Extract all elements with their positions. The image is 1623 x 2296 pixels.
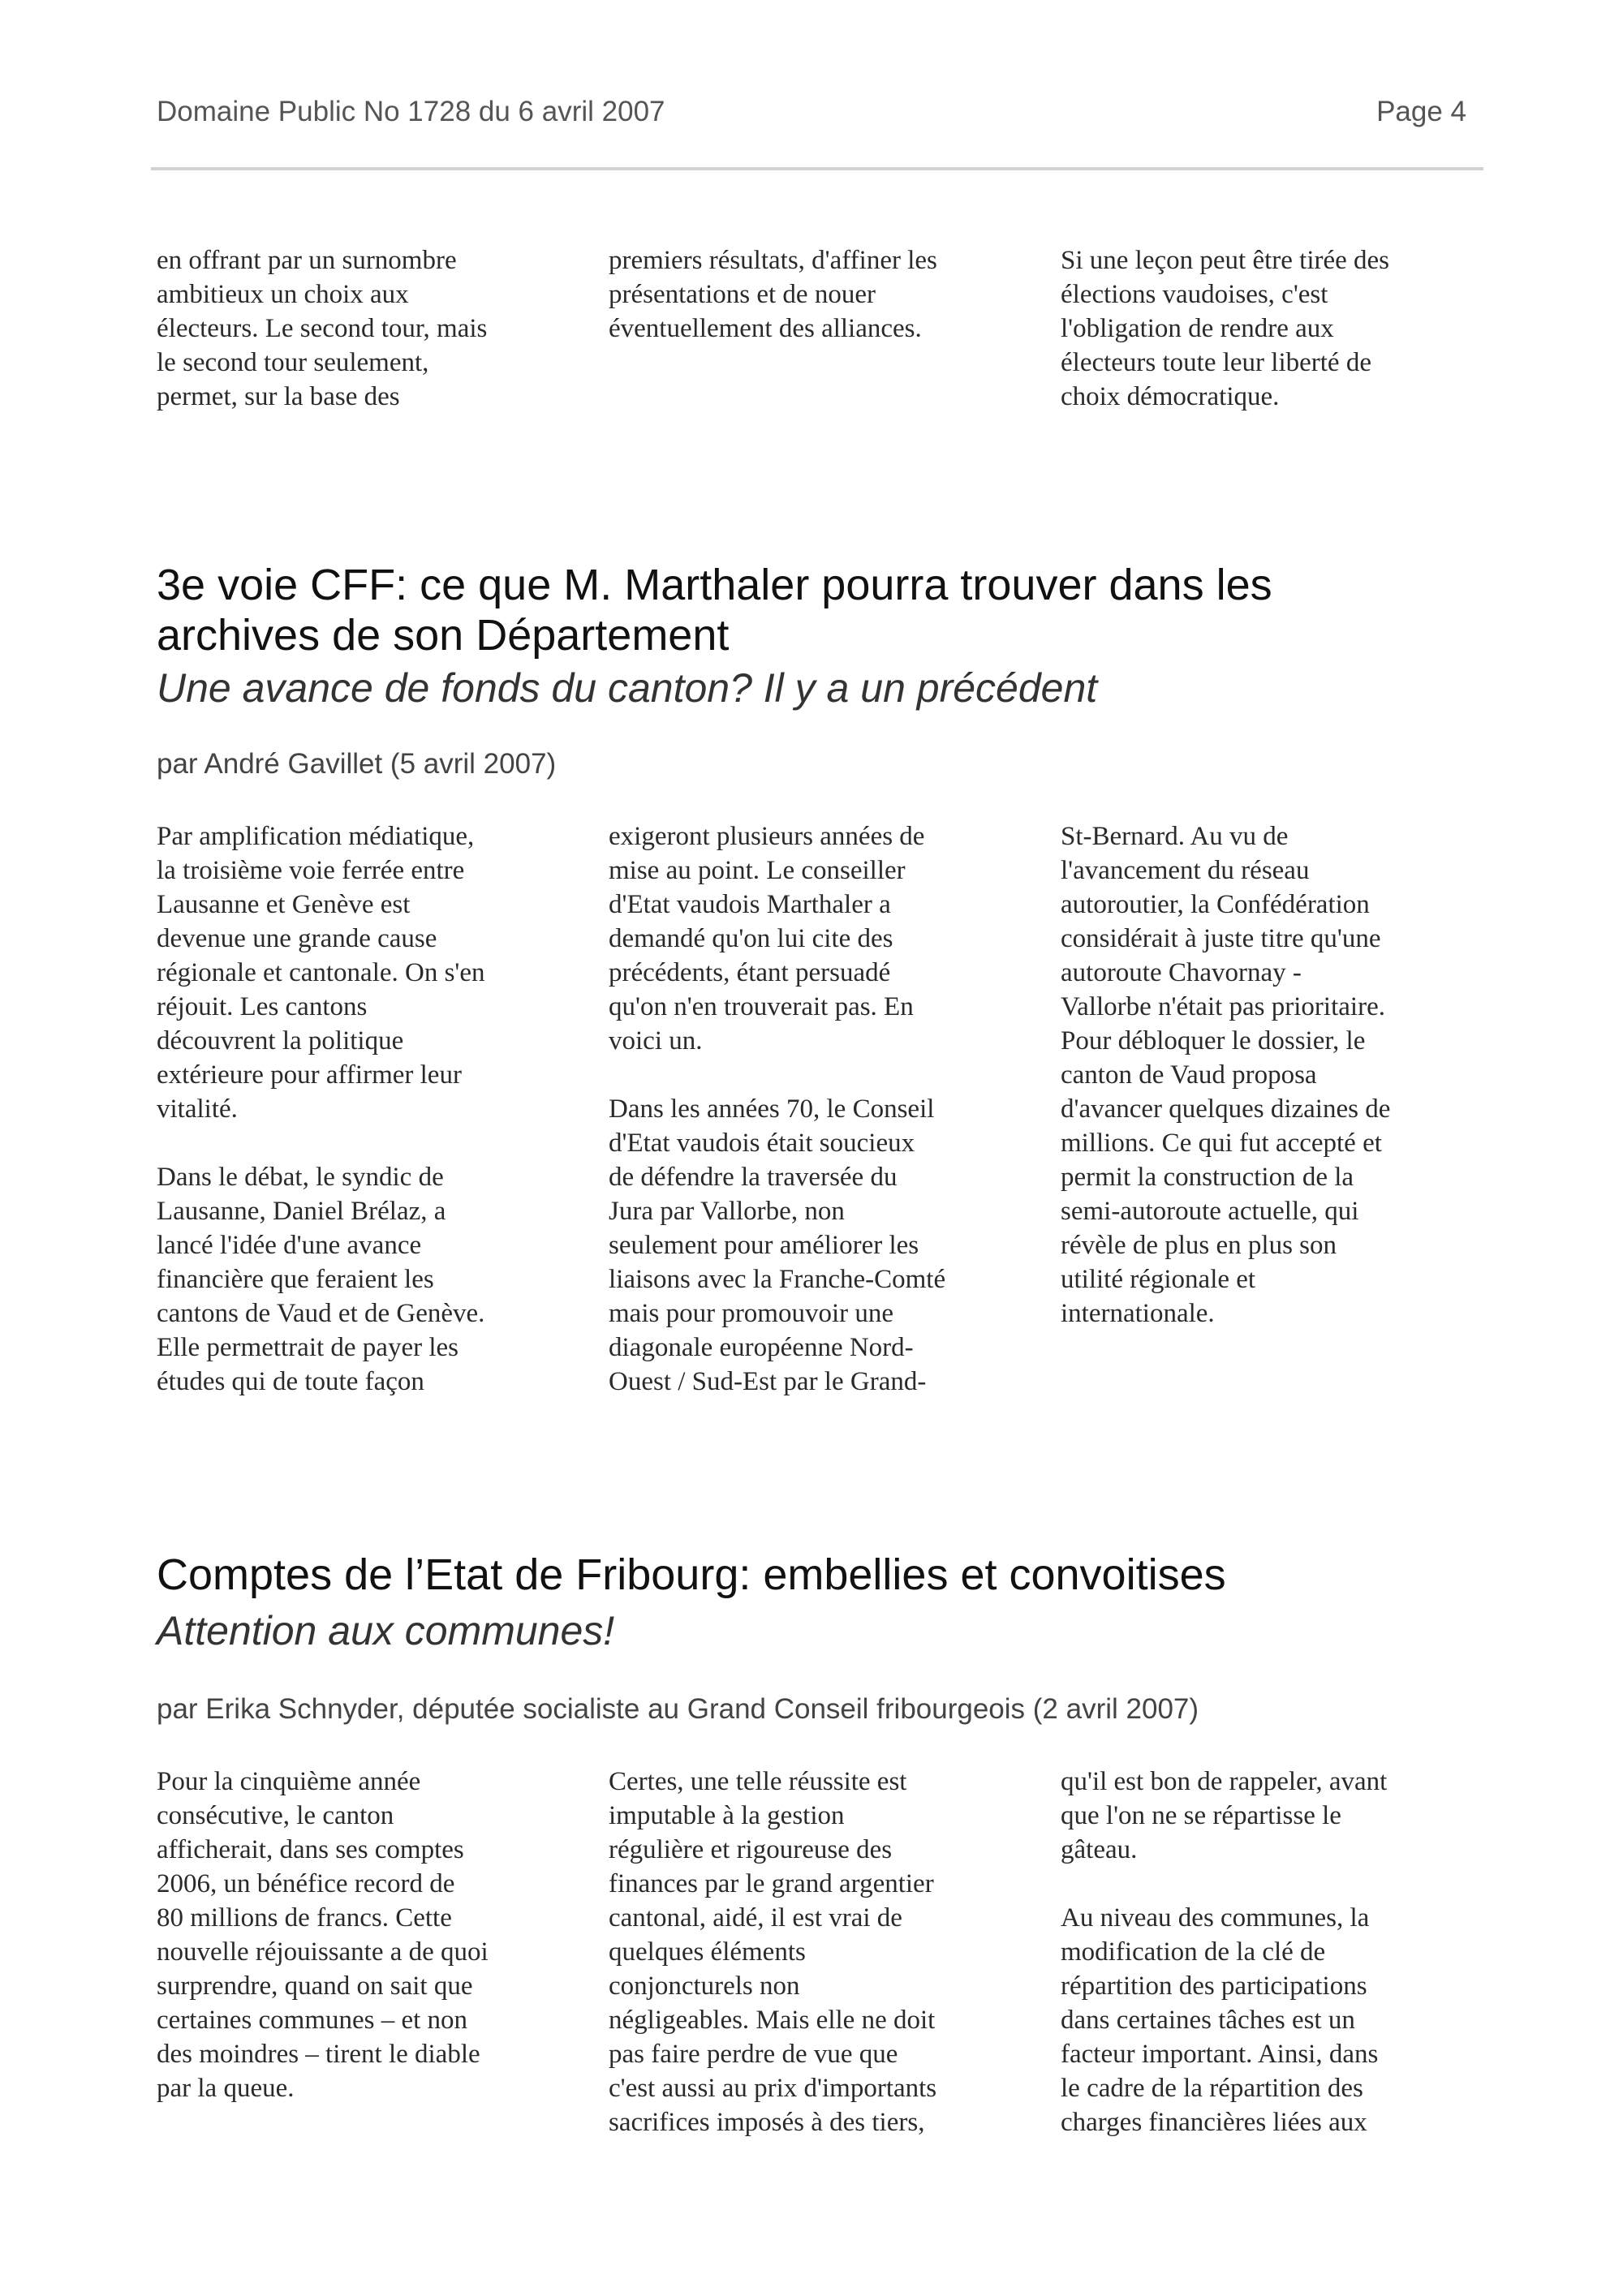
text-column (1061, 819, 1483, 1331)
paragraph (1061, 819, 1483, 1331)
text-column (609, 819, 1031, 1399)
text-line: financière que feraient les (157, 1265, 434, 1294)
text-line: négligeables. Mais elle ne doit (609, 2006, 936, 2035)
text-line: autoroutier, la Confédération (1061, 890, 1370, 919)
text-line: qu'il est bon de rappeler, avant (1061, 1767, 1388, 1796)
article-1-subtitle: Une avance de fonds du canton? Il y a un précédent (157, 665, 1098, 711)
text-line: permit la construction de la (1061, 1163, 1354, 1192)
text-line: études qui de toute façon (157, 1367, 424, 1396)
text-line: ambitieux un choix aux (157, 280, 409, 309)
text-line: pas faire perdre de vue que (609, 2040, 898, 2069)
text-line: consécutive, le canton (157, 1801, 394, 1830)
text-line: canton de Vaud proposa (1061, 1060, 1317, 1090)
text-line: régionale et cantonale. On s'en (157, 958, 485, 987)
paragraph (157, 819, 579, 1126)
text-line: d'Etat vaudois était soucieux (609, 1129, 915, 1158)
text-line: cantonal, aidé, il est vrai de (609, 1903, 902, 1933)
text-line: finances par le grand argentier (609, 1869, 934, 1898)
title-line: Comptes de l’Etat de Fribourg: embellies et convoitises (157, 1550, 1226, 1599)
text-line: internationale. (1061, 1299, 1215, 1328)
text-line: le cadre de la répartition des (1061, 2074, 1363, 2103)
paragraph (1061, 1901, 1483, 2139)
text-line: Si une leçon peut être tirée des (1061, 246, 1390, 275)
text-line: St-Bernard. Au vu de (1061, 822, 1289, 851)
text-line: demandé qu'on lui cite des (609, 924, 893, 953)
article-2-byline: par Erika Schnyder, députée socialiste au Grand Conseil fribourgeois (2 avril 2007) (157, 1693, 1199, 1725)
text-column (157, 1765, 579, 2105)
text-line: Dans les années 70, le Conseil (609, 1094, 935, 1124)
text-line: répartition des participations (1061, 1971, 1367, 2001)
article-2-title (157, 1550, 1471, 1600)
text-line: afficherait, dans ses comptes (157, 1835, 464, 1864)
text-line: conjoncturels non (609, 1971, 800, 2001)
text-line: seulement pour améliorer les (609, 1231, 919, 1260)
text-line: Ouest / Sud-Est par le Grand- (609, 1367, 927, 1396)
text-line: par la queue. (157, 2074, 295, 2103)
text-line: élections vaudoises, c'est (1061, 280, 1328, 309)
text-line: cantons de Vaud et de Genève. (157, 1299, 485, 1328)
paragraph (157, 1765, 579, 2105)
text-line: éventuellement des alliances. (609, 314, 922, 343)
text-line: l'avancement du réseau (1061, 856, 1310, 885)
text-line: surprendre, quand on sait que (157, 1971, 473, 2001)
text-line: charges financières liées aux (1061, 2108, 1367, 2137)
text-line: Certes, une telle réussite est (609, 1767, 907, 1796)
text-line: facteur important. Ainsi, dans (1061, 2040, 1379, 2069)
title-line: archives de son Département (157, 611, 730, 660)
text-line: lancé l'idée d'une avance (157, 1231, 422, 1260)
text-column (1061, 243, 1483, 414)
text-line: mise au point. Le conseiller (609, 856, 906, 885)
text-line: diagonale européenne Nord- (609, 1333, 914, 1362)
text-line: devenue une grande cause (157, 924, 437, 953)
text-line: 80 millions de francs. Cette (157, 1903, 452, 1933)
paragraph (609, 1092, 1031, 1399)
text-line: Elle permettrait de payer les (157, 1333, 458, 1362)
paragraph (609, 243, 1031, 346)
paragraph (157, 1160, 579, 1399)
text-column (157, 243, 579, 414)
paragraph (609, 819, 1031, 1058)
text-line: choix démocratique. (1061, 382, 1280, 411)
text-line: mais pour promouvoir une (609, 1299, 894, 1328)
text-line: d'Etat vaudois Marthaler a (609, 890, 891, 919)
text-line: présentations et de nouer (609, 280, 876, 309)
text-line: des moindres – tirent le diable (157, 2040, 480, 2069)
article-1-byline: par André Gavillet (5 avril 2007) (157, 748, 557, 780)
text-line: découvrent la politique (157, 1026, 404, 1056)
publication-title: Domaine Public No 1728 du 6 avril 2007 (157, 96, 665, 127)
text-line: sacrifices imposés à des tiers, (609, 2108, 925, 2137)
paragraph (1061, 1765, 1483, 1867)
text-line: liaisons avec la Franche-Comté (609, 1265, 946, 1294)
text-line: Pour la cinquième année (157, 1767, 421, 1796)
text-line: certaines communes – et non (157, 2006, 468, 2035)
text-line: Lausanne, Daniel Brélaz, a (157, 1197, 446, 1226)
page-header (157, 96, 1466, 135)
text-line: électeurs. Le second tour, mais (157, 314, 488, 343)
text-line: Jura par Vallorbe, non (609, 1197, 845, 1226)
text-line: extérieure pour affirmer leur (157, 1060, 462, 1090)
text-line: révèle de plus en plus son (1061, 1231, 1337, 1260)
paragraph (157, 243, 579, 414)
text-column (609, 1765, 1031, 2139)
text-line: voici un. (609, 1026, 703, 1056)
text-line: 2006, un bénéfice record de (157, 1869, 455, 1898)
text-line: l'obligation de rendre aux (1061, 314, 1334, 343)
article-2-subtitle: Attention aux communes! (157, 1608, 615, 1653)
text-line: Au niveau des communes, la (1061, 1903, 1370, 1933)
text-line: le second tour seulement, (157, 348, 429, 377)
article-1-title (157, 560, 1471, 660)
text-line: quelques éléments (609, 1937, 806, 1967)
text-line: semi-autoroute actuelle, qui (1061, 1197, 1359, 1226)
text-line: vitalité. (157, 1094, 238, 1124)
header-divider (151, 167, 1483, 170)
paragraph (1061, 243, 1483, 414)
text-line: utilité régionale et (1061, 1265, 1256, 1294)
text-line: Dans le débat, le syndic de (157, 1163, 444, 1192)
paragraph (609, 1765, 1031, 2139)
text-line: Pour débloquer le dossier, le (1061, 1026, 1366, 1056)
text-line: premiers résultats, d'affiner les (609, 246, 937, 275)
text-line: dans certaines tâches est un (1061, 2006, 1355, 2035)
text-line: de défendre la traversée du (609, 1163, 898, 1192)
title-line: 3e voie CFF: ce que M. Marthaler pourra trouver dans les (157, 561, 1272, 609)
text-column (1061, 1765, 1483, 2139)
text-line: gâteau. (1061, 1835, 1138, 1864)
text-line: modification de la clé de (1061, 1937, 1326, 1967)
text-line: Lausanne et Genève est (157, 890, 411, 919)
text-line: en offrant par un surnombre (157, 246, 457, 275)
text-line: qu'on n'en trouverait pas. En (609, 992, 914, 1021)
text-line: imputable à la gestion (609, 1801, 845, 1830)
text-line: permet, sur la base des (157, 382, 400, 411)
text-line: nouvelle réjouissante a de quoi (157, 1937, 489, 1967)
page-number: Page 4 (1376, 96, 1466, 127)
text-line: considérait à juste titre qu'une (1061, 924, 1381, 953)
text-line: d'avancer quelques dizaines de (1061, 1094, 1391, 1124)
text-line: exigeront plusieurs années de (609, 822, 925, 851)
text-line: millions. Ce qui fut accepté et (1061, 1129, 1382, 1158)
text-column (157, 819, 579, 1399)
text-column (609, 243, 1031, 346)
text-line: Vallorbe n'était pas prioritaire. (1061, 992, 1385, 1021)
text-line: la troisième voie ferrée entre (157, 856, 465, 885)
text-line: précédents, étant persuadé (609, 958, 891, 987)
text-line: électeurs toute leur liberté de (1061, 348, 1371, 377)
text-line: c'est aussi au prix d'importants (609, 2074, 937, 2103)
text-line: réjouit. Les cantons (157, 992, 368, 1021)
text-line: autoroute Chavornay - (1061, 958, 1302, 987)
text-line: régulière et rigoureuse des (609, 1835, 893, 1864)
text-line: Par amplification médiatique, (157, 822, 475, 851)
text-line: que l'on ne se répartisse le (1061, 1801, 1341, 1830)
